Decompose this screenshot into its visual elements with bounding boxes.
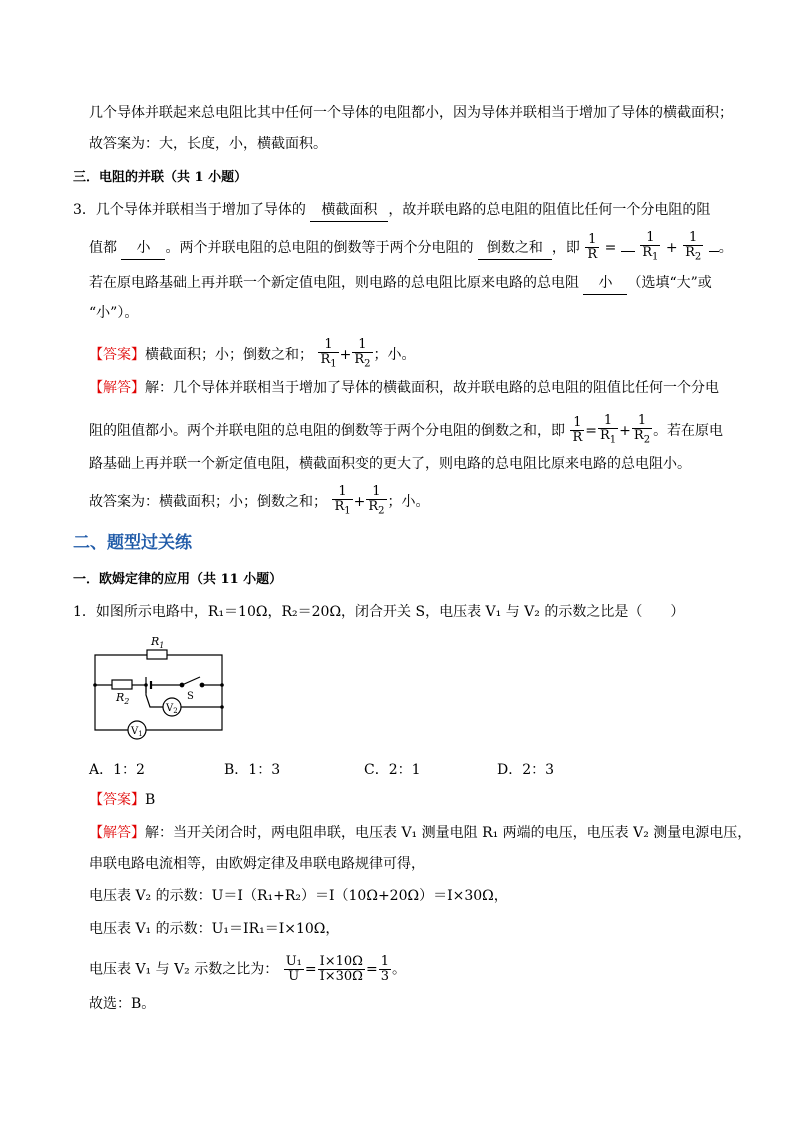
fraction-1-over-r: $\frac{1}{R}$ [587, 232, 598, 263]
q1-explain-line-2: 串联电路电流相等，由欧姆定律及串联电路规律可得， [89, 856, 425, 872]
q1-explain-line-5 [89, 955, 406, 984]
explain-tag: 【解答】 [89, 380, 145, 396]
final-text: 故答案为：横截面积；小；倒数之和； [89, 493, 327, 510]
q3-blank-3: 倒数之和 [478, 237, 552, 260]
q1-explain-line-3: 电压表 V₂ 的示数：U＝I（R₁+R₂）＝I（10Ω+20Ω）＝I×30Ω， [89, 888, 508, 904]
q3-line-3 [89, 272, 712, 295]
q3-text: （选填“大”或 [627, 275, 712, 291]
fraction-1-over-r1: $\frac{1}{R_1}$ [642, 230, 659, 263]
intro-line-2: 故答案为：大，长度，小，横截面积。 [89, 136, 327, 152]
answer-value: B [145, 792, 156, 808]
section-1-heading: 一．欧姆定律的应用（共 11 小题） [73, 572, 283, 587]
answer-tag: 【答案】 [89, 792, 145, 808]
q1-stem: 1．如图所示电路中，R₁＝10Ω，R₂＝20Ω，闭合开关 S，电压表 V₁ 与 V₂ 的示数之比是（ ） [73, 604, 685, 620]
equals-sign: = [304, 961, 317, 978]
plus-sign: + [665, 239, 678, 256]
label-v1: $V_1$ [131, 726, 143, 738]
q3-blank-1: 横截面积 [310, 199, 388, 222]
fraction-1-over-r1: $\frac{1}{R_1}$ [334, 484, 351, 517]
explain-text: 解：几个导体并联相当于增加了导体的横截面积，故并联电路的总电阻的阻值比任何一个分电 [145, 380, 719, 396]
fraction-1-over-r2: $\frac{1}{R_2}$ [354, 337, 371, 370]
fraction-u1-over-u: $\frac{\text{U₁}}{U}$ [285, 954, 302, 984]
q3-line-1 [73, 199, 710, 222]
q3-text: 若在原电路基础上再并联一个新定值电阻，则电路的总电阻比原来电路的总电阻 [89, 275, 579, 291]
explain-text: 。若在原电 [653, 422, 724, 439]
answer-text: 横截面积；小；倒数之和； [145, 346, 313, 363]
explain-text: 解：当开关闭合时，两电阻串联，电压表 V₁ 测量电阻 R₁ 两端的电压，电压表 V₂ 测量电源电压， [145, 825, 752, 841]
final-text: ；小。 [387, 493, 430, 510]
q3-explain-line-1 [89, 377, 719, 399]
circuit-diagram [90, 633, 240, 745]
intro-line-1: 几个导体并联起来总电阻比其中任何一个导体的电阻都小，因为导体并联相当于增加了导体的横截面积； [89, 105, 733, 121]
explain-text: 阻的阻值都小。两个并联电阻的总电阻的倒数等于两个分电阻的倒数之和，即 [89, 422, 565, 439]
equals-sign: = [585, 422, 597, 439]
resistor-r2 [112, 680, 132, 689]
label-v2: $V_2$ [166, 703, 178, 715]
q3-text: ，故并联电路的总电阻的阻值比任何一个分电阻的阻 [388, 202, 711, 218]
explain-text: 。 [391, 961, 406, 978]
label-switch: S [187, 691, 194, 702]
equals-sign: = [604, 239, 617, 256]
q3-blank-eq [621, 251, 635, 252]
fraction-1-over-r: $\frac{1}{R}$ [572, 415, 583, 446]
option-b: B．1：3 [224, 762, 281, 778]
plus-sign: + [353, 493, 366, 510]
label-r2: $R_2$ [116, 691, 130, 706]
fraction-1-over-r1: $\frac{1}{R_1}$ [599, 413, 617, 446]
q3-blank-2: 小 [121, 237, 165, 260]
fraction-ratio: $\frac{I\times 10\Omega}{I\times 30\Omega}$ [319, 954, 363, 984]
option-c: C．2：1 [364, 762, 421, 778]
section-3-heading: 三．电阻的并联（共 1 小题） [73, 170, 248, 185]
answer-tag: 【答案】 [89, 346, 145, 363]
option-d: D．2：3 [497, 762, 555, 778]
q3-line-2: 值都 小 。两个并联电阻的总电阻的倒数等于两个分电阻的 倒数之和 ，即 $\frac{1}{R}$ = $\frac{1}{R_1}$ + $\frac{1}{R_2}$ 。 [89, 230, 733, 263]
part-2-heading: 二、题型过关练 [73, 533, 192, 553]
q1-explain-line-4: 电压表 V₁ 的示数：U₁＝IR₁＝I×10Ω， [89, 921, 340, 937]
q3-explain-line-3: 路基础上再并联一个新定值电阻，横截面积变的更大了，则电路的总电阻比原来电路的总电阻小。 [89, 456, 691, 472]
equals-sign: = [365, 961, 378, 978]
q1-answer [89, 789, 155, 811]
q1-choose: 故选：B。 [89, 996, 156, 1012]
q3-answer [89, 338, 416, 372]
explain-text: 电压表 V₁ 与 V₂ 示数之比为： [89, 961, 279, 978]
fraction-1-over-r2: $\frac{1}{R_2}$ [368, 484, 385, 517]
fraction-1-over-r1: $\frac{1}{R_1}$ [320, 337, 337, 370]
plus-sign: + [619, 422, 631, 439]
q3-explain-line-2 [89, 414, 723, 448]
label-r1: $R_1$ [151, 635, 165, 650]
q3-blank-end [709, 251, 719, 252]
q3-number: 3． [73, 202, 96, 218]
q3-text: ，即 [551, 239, 580, 256]
q1-explain-line-1 [89, 822, 751, 844]
fraction-one-third: $\frac{1}{3}$ [380, 954, 389, 984]
explain-tag: 【解答】 [89, 825, 145, 841]
q3-text: 。两个并联电阻的总电阻的倒数等于两个分电阻的 [165, 239, 474, 256]
q3-final-answer [89, 485, 430, 519]
q3-text: 几个导体并联相当于增加了导体的 [95, 202, 306, 218]
plus-sign: + [339, 346, 352, 363]
q3-blank-4: 小 [583, 272, 627, 295]
fraction-1-over-r2: $\frac{1}{R_2}$ [633, 413, 651, 446]
answer-text: ；小。 [373, 346, 416, 363]
q3-line-4: “小”）。 [89, 305, 139, 321]
fraction-1-over-r2: $\frac{1}{R_2}$ [685, 230, 702, 263]
resistor-r1 [147, 650, 167, 659]
option-a: A．1：2 [89, 762, 145, 778]
q3-text: 值都 [89, 239, 117, 256]
